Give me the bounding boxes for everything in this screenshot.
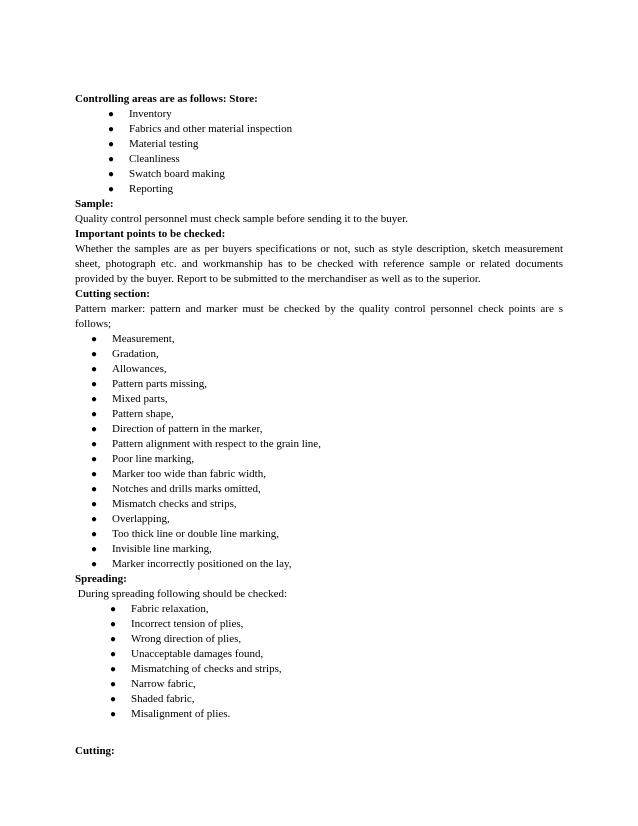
list-item: ● Fabric relaxation, [110, 603, 209, 615]
bullet-icon: ● [91, 409, 98, 420]
list-item: ● Marker incorrectly positioned on the lay, [91, 558, 292, 570]
list-item: ● Cleanliness [108, 153, 180, 165]
spreading-text: During spreading following should be checked: [75, 588, 288, 600]
sample-text: Quality control personnel must check sample before sending it to the buyer. [75, 213, 408, 225]
bullet-icon: ● [108, 124, 115, 135]
spreading-list [75, 602, 563, 722]
store-list [75, 107, 563, 197]
controlling-areas-heading: Controlling areas are as follows: Store: [75, 93, 258, 105]
cutting-section-heading: Cutting section: [75, 288, 150, 300]
list-item: ● Invisible line marking, [91, 543, 212, 555]
pattern-marker-list [75, 332, 563, 572]
list-item: ● Pattern alignment with respect to the grain line, [91, 438, 321, 450]
bullet-icon: ● [91, 424, 98, 435]
list-item: ● Allowances, [91, 363, 167, 375]
list-item: ● Measurement, [91, 333, 175, 345]
bullet-icon: ● [91, 559, 98, 570]
list-item: ● Pattern parts missing, [91, 378, 208, 390]
document-page [75, 92, 563, 759]
bullet-icon: ● [91, 394, 98, 405]
list-item: ● Gradation, [91, 348, 159, 360]
list-item: ● Misalignment of plies. [110, 708, 231, 720]
cutting-section-text: Pattern marker: pattern and marker must be checked by the quality control personnel check points are s follows; [75, 303, 563, 330]
list-item: ● Mismatching of checks and strips, [110, 663, 282, 675]
list-item: ● Incorrect tension of plies, [110, 618, 244, 630]
list-item: ● Narrow fabric, [110, 678, 196, 690]
list-item: ● Overlapping, [91, 513, 170, 525]
list-item: ● Marker too wide than fabric width, [91, 468, 266, 480]
list-item: ● Unacceptable damages found, [110, 648, 264, 660]
list-item: ● Poor line marking, [91, 453, 195, 465]
bullet-icon: ● [91, 439, 98, 450]
bullet-icon: ● [110, 649, 117, 660]
bullet-icon: ● [91, 454, 98, 465]
bullet-icon: ● [110, 664, 117, 675]
cutting-heading: Cutting: [75, 745, 115, 757]
bullet-icon: ● [108, 169, 115, 180]
bullet-icon: ● [91, 364, 98, 375]
bullet-icon: ● [108, 139, 115, 150]
important-points-text: Whether the samples are as per buyers specifications or not, such as style description, sketch measurement sheet, photograph etc. and workmanship has to be checked with reference sample or related documents provided by the buyer. Report to be submitted to the merchandiser as well as to the superior. [75, 243, 563, 285]
list-item: ● Inventory [108, 108, 172, 120]
bullet-icon: ● [108, 184, 115, 195]
bullet-icon: ● [110, 709, 117, 720]
list-item: ● Wrong direction of plies, [110, 633, 242, 645]
bullet-icon: ● [91, 529, 98, 540]
bullet-icon: ● [91, 484, 98, 495]
bullet-icon: ● [91, 469, 98, 480]
bullet-icon: ● [91, 334, 98, 345]
bullet-icon: ● [110, 679, 117, 690]
bullet-icon: ● [91, 499, 98, 510]
bullet-icon: ● [110, 604, 117, 615]
bullet-icon: ● [108, 154, 115, 165]
spacer [75, 722, 563, 737]
bullet-icon: ● [110, 634, 117, 645]
bullet-icon: ● [91, 379, 98, 390]
list-item: ● Pattern shape, [91, 408, 174, 420]
spreading-heading: Spreading: [75, 573, 127, 585]
list-item: ● Mismatch checks and strips, [91, 498, 237, 510]
important-points-heading: Important points to be checked: [75, 228, 226, 240]
list-item: ● Shaded fabric, [110, 693, 195, 705]
bullet-icon: ● [108, 109, 115, 120]
list-item: ● Direction of pattern in the marker, [91, 423, 263, 435]
bullet-icon: ● [91, 514, 98, 525]
bullet-icon: ● [110, 694, 117, 705]
bullet-icon: ● [91, 349, 98, 360]
list-item: ● Too thick line or double line marking, [91, 528, 279, 540]
list-item: ● Swatch board making [108, 168, 225, 180]
list-item: ● Material testing [108, 138, 199, 150]
list-item: ● Mixed parts, [91, 393, 168, 405]
list-item: ● Notches and drills marks omitted, [91, 483, 261, 495]
bullet-icon: ● [110, 619, 117, 630]
sample-heading: Sample: [75, 198, 114, 210]
bullet-icon: ● [91, 544, 98, 555]
list-item: ● Reporting [108, 183, 173, 195]
list-item: ● Fabrics and other material inspection [108, 123, 293, 135]
